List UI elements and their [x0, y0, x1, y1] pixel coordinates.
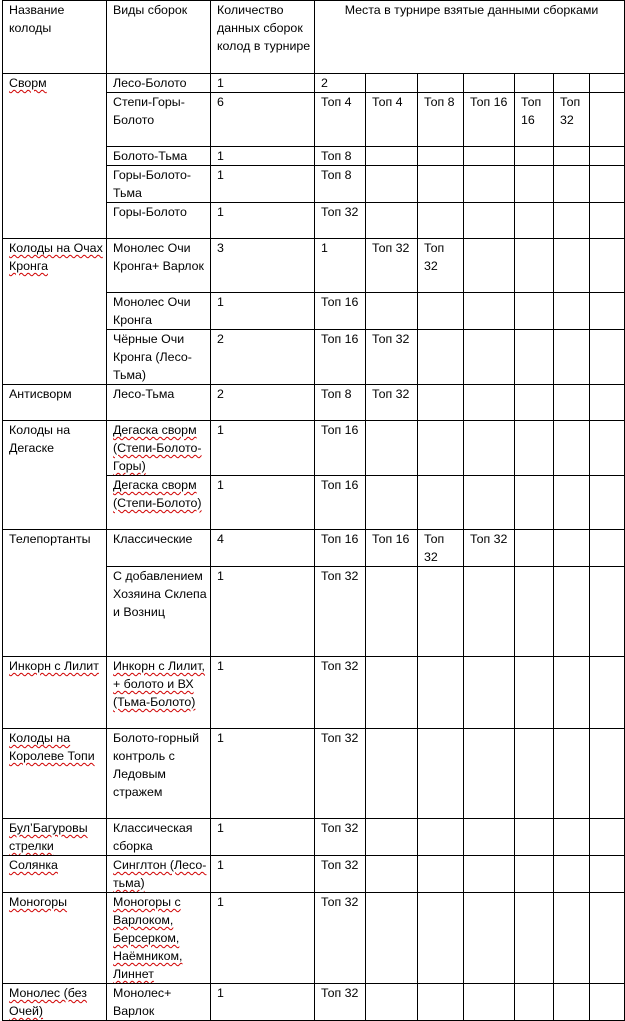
empty-place-cell — [418, 567, 464, 657]
build-count: 1 — [211, 984, 315, 1021]
build-count: 1 — [211, 74, 315, 93]
build-type: Монолес+ Варлок — [113, 986, 172, 1018]
empty-place-cell — [464, 476, 515, 530]
empty-place-cell — [590, 729, 625, 819]
build-type: Монолес Очи Кронга+ Варлок — [113, 241, 204, 273]
build-type: Горы-Болото-Тьма — [113, 168, 191, 200]
build-type: Чёрные Очи Кронга (Лесо-Тьма) — [113, 332, 192, 382]
place-cell: Топ 16 — [315, 293, 366, 330]
empty-place-cell — [590, 984, 625, 1021]
deck-name: Солянка — [9, 858, 58, 872]
place-cell: Топ 32 — [418, 239, 464, 293]
deck-name-cell — [3, 74, 107, 239]
place-cell: Топ 32 — [315, 819, 366, 856]
build-type: Дегаска сворм (Степи-Болото-Горы) — [113, 423, 202, 473]
build-type-cell — [107, 93, 211, 147]
table-body — [3, 74, 625, 1021]
place-cell: 2 — [315, 74, 366, 93]
build-type-cell — [107, 893, 211, 984]
empty-place-cell — [366, 74, 418, 93]
deck-name-cell — [3, 239, 107, 385]
build-count: 1 — [211, 203, 315, 239]
build-type: Лесо-Тьма — [113, 387, 175, 401]
build-type: Дегаска сворм (Степи-Болото) — [113, 478, 202, 510]
empty-place-cell — [366, 856, 418, 893]
table-row — [3, 74, 625, 93]
empty-place-cell — [418, 421, 464, 476]
place-cell: Топ 16 — [515, 93, 554, 147]
empty-place-cell — [464, 147, 515, 166]
empty-place-cell — [554, 203, 590, 239]
build-type: Классические — [113, 532, 193, 546]
empty-place-cell — [418, 293, 464, 330]
empty-place-cell — [554, 421, 590, 476]
build-type-cell — [107, 984, 211, 1021]
empty-place-cell — [590, 567, 625, 657]
build-count: 1 — [211, 657, 315, 729]
empty-place-cell — [464, 567, 515, 657]
place-cell: Топ 32 — [366, 239, 418, 293]
build-count: 1 — [211, 893, 315, 984]
empty-place-cell — [464, 856, 515, 893]
empty-place-cell — [515, 239, 554, 293]
place-cell: Топ 32 — [315, 729, 366, 819]
place-cell: Топ 16 — [464, 93, 515, 147]
build-count: 1 — [211, 421, 315, 476]
deck-name-cell — [3, 421, 107, 530]
deck-name: Колоды на Королеве Топи — [9, 731, 95, 763]
empty-place-cell — [554, 239, 590, 293]
empty-place-cell — [366, 166, 418, 203]
empty-place-cell — [554, 567, 590, 657]
empty-place-cell — [515, 166, 554, 203]
empty-place-cell — [590, 166, 625, 203]
header-build-types: Виды сборок — [107, 1, 211, 74]
empty-place-cell — [366, 421, 418, 476]
empty-place-cell — [366, 819, 418, 856]
empty-place-cell — [554, 657, 590, 729]
empty-place-cell — [554, 385, 590, 421]
empty-place-cell — [515, 567, 554, 657]
build-count: 1 — [211, 166, 315, 203]
place-cell: Топ 8 — [315, 166, 366, 203]
empty-place-cell — [515, 147, 554, 166]
deck-name: Монолес (без Очей) — [9, 986, 87, 1018]
empty-place-cell — [418, 147, 464, 166]
build-type-cell — [107, 330, 211, 385]
build-count: 1 — [211, 819, 315, 856]
empty-place-cell — [590, 293, 625, 330]
empty-place-cell — [554, 819, 590, 856]
build-type: Классическая сборка — [113, 821, 193, 853]
deck-name-cell — [3, 729, 107, 819]
empty-place-cell — [515, 203, 554, 239]
build-type: Инкорн с Лилит, + болото и ВХ (Тьма-Болото) — [113, 659, 205, 709]
place-cell: Топ 16 — [315, 421, 366, 476]
deck-name: Телепортанты — [9, 532, 91, 546]
empty-place-cell — [515, 74, 554, 93]
build-type-cell — [107, 530, 211, 567]
deck-name: Колоды на Дегаске — [9, 423, 71, 455]
empty-place-cell — [590, 819, 625, 856]
build-count: 1 — [211, 856, 315, 893]
table-row — [3, 421, 625, 476]
empty-place-cell — [554, 530, 590, 567]
place-cell: Топ 32 — [554, 93, 590, 147]
empty-place-cell — [366, 984, 418, 1021]
empty-place-cell — [464, 421, 515, 476]
place-cell: Топ 32 — [315, 984, 366, 1021]
deck-name: Антисворм — [9, 387, 72, 401]
build-count: 1 — [211, 567, 315, 657]
empty-place-cell — [464, 166, 515, 203]
deck-name-cell — [3, 984, 107, 1021]
build-count: 1 — [211, 476, 315, 530]
empty-place-cell — [515, 657, 554, 729]
place-cell: 1 — [315, 239, 366, 293]
empty-place-cell — [515, 819, 554, 856]
empty-place-cell — [515, 476, 554, 530]
header-row — [3, 1, 625, 74]
place-cell: Топ 32 — [366, 385, 418, 421]
empty-place-cell — [590, 893, 625, 984]
empty-place-cell — [515, 984, 554, 1021]
build-type: Болото-Тьма — [113, 149, 188, 163]
empty-place-cell — [366, 293, 418, 330]
empty-place-cell — [590, 147, 625, 166]
build-count: 1 — [211, 147, 315, 166]
empty-place-cell — [554, 729, 590, 819]
build-type-cell — [107, 567, 211, 657]
empty-place-cell — [366, 203, 418, 239]
place-cell: Топ 32 — [366, 330, 418, 385]
build-type-cell — [107, 819, 211, 856]
place-cell: Топ 32 — [315, 893, 366, 984]
empty-place-cell — [554, 893, 590, 984]
build-type-cell — [107, 239, 211, 293]
build-type: Моногоры с Варлоком, Берсерком, Наёмником, Линнет — [113, 895, 183, 981]
build-count: 2 — [211, 330, 315, 385]
build-count: 6 — [211, 93, 315, 147]
empty-place-cell — [366, 729, 418, 819]
empty-place-cell — [590, 476, 625, 530]
place-cell: Топ 16 — [366, 530, 418, 567]
empty-place-cell — [418, 856, 464, 893]
empty-place-cell — [554, 74, 590, 93]
build-type: Горы-Болото — [113, 205, 187, 219]
build-type: С добавлением Хозяина Склепа и Возниц — [113, 569, 207, 619]
empty-place-cell — [554, 166, 590, 203]
empty-place-cell — [590, 330, 625, 385]
build-count: 2 — [211, 385, 315, 421]
empty-place-cell — [464, 293, 515, 330]
place-cell: Топ 16 — [315, 530, 366, 567]
empty-place-cell — [464, 819, 515, 856]
place-cell: Топ 32 — [418, 530, 464, 567]
table-row — [3, 657, 625, 729]
table-row — [3, 893, 625, 984]
empty-place-cell — [515, 385, 554, 421]
build-type-cell — [107, 74, 211, 93]
empty-place-cell — [418, 203, 464, 239]
empty-place-cell — [366, 893, 418, 984]
deck-name: Колоды на Очах Кронга — [9, 241, 103, 273]
table-row — [3, 239, 625, 293]
deck-name-cell — [3, 385, 107, 421]
empty-place-cell — [590, 93, 625, 147]
place-cell: Топ 16 — [315, 330, 366, 385]
deck-name: Моногоры — [9, 895, 68, 909]
empty-place-cell — [418, 74, 464, 93]
deck-name-cell — [3, 856, 107, 893]
place-cell: Топ 32 — [315, 657, 366, 729]
empty-place-cell — [366, 147, 418, 166]
empty-place-cell — [464, 893, 515, 984]
place-cell: Топ 32 — [315, 203, 366, 239]
header-places: Места в турнире взятые данными сборками — [315, 1, 625, 74]
deck-name: Инкорн с Лилит — [9, 659, 99, 673]
deck-name-cell — [3, 530, 107, 657]
deck-name-cell — [3, 819, 107, 856]
place-cell: Топ 8 — [315, 385, 366, 421]
empty-place-cell — [515, 893, 554, 984]
empty-place-cell — [464, 74, 515, 93]
empty-place-cell — [515, 856, 554, 893]
table-row — [3, 856, 625, 893]
deck-name: Сворм — [9, 76, 47, 90]
build-type-cell — [107, 203, 211, 239]
build-type-cell — [107, 147, 211, 166]
table-row — [3, 819, 625, 856]
build-count: 4 — [211, 530, 315, 567]
build-type-cell — [107, 385, 211, 421]
place-cell: Топ 8 — [315, 147, 366, 166]
place-cell: Топ 8 — [418, 93, 464, 147]
build-type: Монолес Очи Кронга — [113, 295, 191, 327]
table-row — [3, 729, 625, 819]
table-row — [3, 984, 625, 1021]
empty-place-cell — [590, 530, 625, 567]
empty-place-cell — [418, 893, 464, 984]
empty-place-cell — [418, 729, 464, 819]
empty-place-cell — [590, 203, 625, 239]
empty-place-cell — [366, 567, 418, 657]
build-type: Синглтон (Лесо-тьма) — [113, 858, 207, 890]
empty-place-cell — [464, 385, 515, 421]
deck-name-cell — [3, 893, 107, 984]
empty-place-cell — [418, 657, 464, 729]
empty-place-cell — [418, 385, 464, 421]
table-row — [3, 530, 625, 567]
empty-place-cell — [590, 657, 625, 729]
build-type: Болото-горный контроль с Ледовым стражем — [113, 731, 199, 799]
place-cell: Топ 32 — [315, 567, 366, 657]
empty-place-cell — [590, 856, 625, 893]
empty-place-cell — [515, 293, 554, 330]
empty-place-cell — [515, 330, 554, 385]
deck-name: Бул’Багуровы стрелки — [9, 821, 88, 853]
empty-place-cell — [554, 984, 590, 1021]
tournament-table — [2, 0, 625, 1021]
deck-name-cell — [3, 657, 107, 729]
place-cell: Топ 32 — [464, 530, 515, 567]
build-type-cell — [107, 856, 211, 893]
table-row — [3, 385, 625, 421]
build-type-cell — [107, 657, 211, 729]
header-deck-name: Название колоды — [3, 1, 107, 74]
empty-place-cell — [515, 421, 554, 476]
empty-place-cell — [464, 657, 515, 729]
empty-place-cell — [418, 166, 464, 203]
place-cell: Топ 4 — [315, 93, 366, 147]
place-cell: Топ 16 — [315, 476, 366, 530]
place-cell: Топ 4 — [366, 93, 418, 147]
empty-place-cell — [418, 476, 464, 530]
build-count: 1 — [211, 293, 315, 330]
build-type: Лесо-Болото — [113, 76, 187, 90]
empty-place-cell — [554, 856, 590, 893]
empty-place-cell — [418, 819, 464, 856]
empty-place-cell — [515, 729, 554, 819]
empty-place-cell — [590, 74, 625, 93]
empty-place-cell — [464, 239, 515, 293]
empty-place-cell — [464, 330, 515, 385]
empty-place-cell — [418, 330, 464, 385]
empty-place-cell — [418, 984, 464, 1021]
header-build-count: Количество данных сборок колод в турнире — [211, 1, 315, 74]
empty-place-cell — [554, 147, 590, 166]
place-cell: Топ 32 — [315, 856, 366, 893]
build-type: Степи-Горы-Болото — [113, 95, 185, 127]
build-type-cell — [107, 729, 211, 819]
empty-place-cell — [464, 984, 515, 1021]
empty-place-cell — [515, 530, 554, 567]
empty-place-cell — [366, 476, 418, 530]
empty-place-cell — [554, 330, 590, 385]
build-type-cell — [107, 421, 211, 476]
empty-place-cell — [590, 239, 625, 293]
empty-place-cell — [554, 476, 590, 530]
build-type-cell — [107, 166, 211, 203]
build-type-cell — [107, 293, 211, 330]
empty-place-cell — [554, 293, 590, 330]
build-count: 1 — [211, 729, 315, 819]
build-count: 3 — [211, 239, 315, 293]
empty-place-cell — [464, 729, 515, 819]
empty-place-cell — [590, 385, 625, 421]
empty-place-cell — [464, 203, 515, 239]
empty-place-cell — [366, 657, 418, 729]
empty-place-cell — [590, 421, 625, 476]
build-type-cell — [107, 476, 211, 530]
